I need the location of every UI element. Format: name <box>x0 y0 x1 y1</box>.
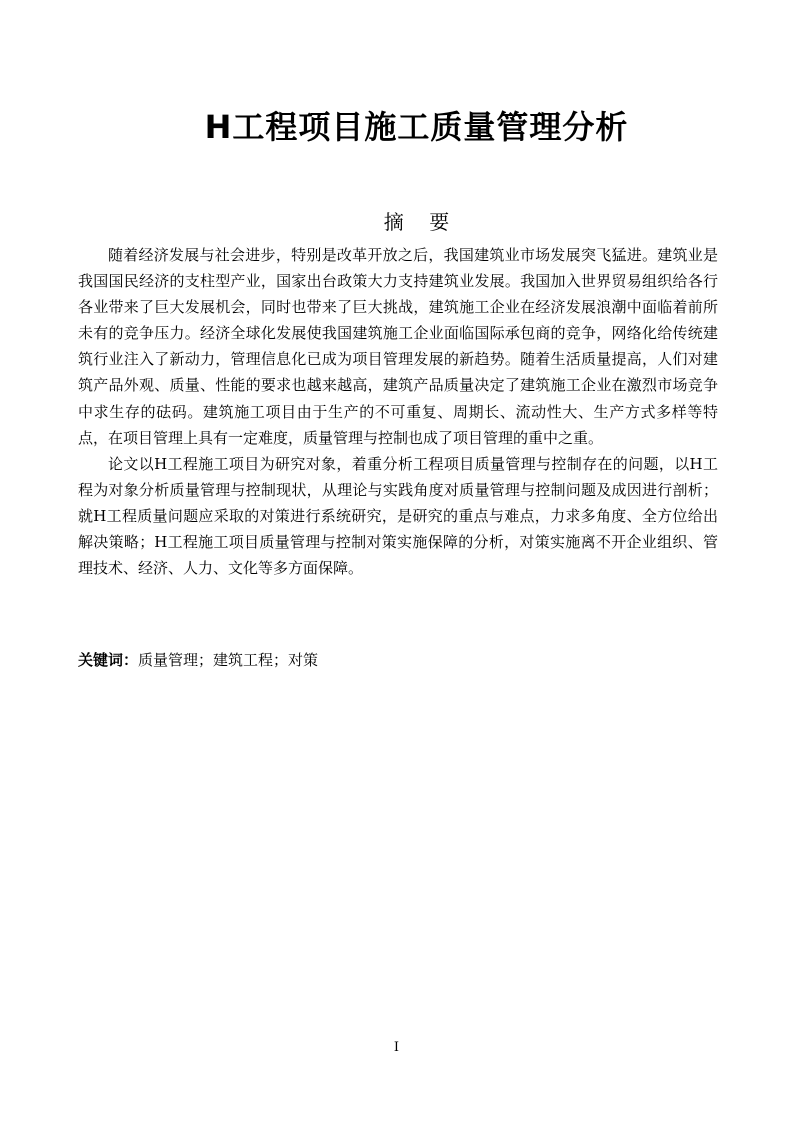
abstract-paragraph-2: 论文以H工程施工项目为研究对象，着重分析工程项目质量管理与控制存在的问题，以H工程为对象分析质量管理与控制现状，从理论与实践角度对质量管理与控制问题及成因进行剖析；就H工程质量问题应采取的对策进行系统研究，是研究的重点与难点，力求多角度、全方位给出解决策略；H工程施工项目质量管理与控制对策实施保障的分析，对策实施离不开企业组织、管理技术、经济、人力、文化等多方面保障。 <box>78 454 718 578</box>
abstract-body <box>78 242 718 581</box>
keywords-label: 关键词： <box>78 651 139 669</box>
keywords-line <box>78 647 318 673</box>
keywords-value: 质量管理；建筑工程；对策 <box>138 651 319 669</box>
abstract-paragraph-1: 随着经济发展与社会进步，特别是改革开放之后，我国建筑业市场发展突飞猛进。建筑业是我国国民经济的支柱型产业，国家出台政策大力支持建筑业发展。我国加入世界贸易组织给各行各业带来了巨大发展机会，同时也带来了巨大挑战，建筑施工企业在经济发展浪潮中面临着前所未有的竞争压力。经济全球化发展使我国建筑施工企业面临国际承包商的竞争，网络化给传统建筑行业注入了新动力，管理信息化已成为项目管理发展的新趋势。随着生活质量提高，人们对建筑产品外观、质量、性能的要求也越来越高，建筑产品质量决定了建筑施工企业在激烈市场竞争中求生存的砝码。建筑施工项目由于生产的不可重复、周期长、流动性大、生产方式多样等特点，在项目管理上具有一定难度，质量管理与控制也成了项目管理的重中之重。 <box>78 246 718 447</box>
page-number: I <box>393 1040 400 1055</box>
abstract-heading: 摘 要 <box>383 210 450 234</box>
paper-title: H工程项目施工质量管理分析 <box>204 108 629 146</box>
